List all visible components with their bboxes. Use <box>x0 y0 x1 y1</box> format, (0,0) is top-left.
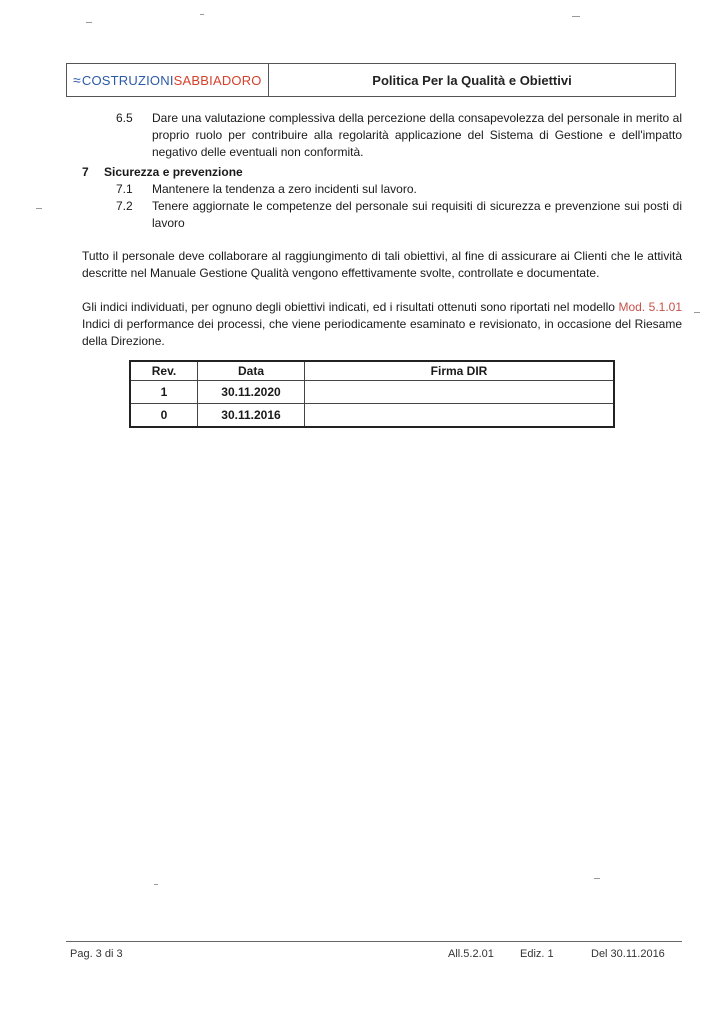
cell-rev: 0 <box>130 404 198 428</box>
column-header-rev: Rev. <box>130 361 198 381</box>
scan-speck <box>154 884 158 885</box>
section-title: Sicurezza e prevenzione <box>104 165 243 179</box>
scan-speck <box>200 14 204 15</box>
scan-speck <box>594 878 600 879</box>
cell-rev: 1 <box>130 381 198 404</box>
item-number: 7.2 <box>116 199 133 213</box>
scan-speck <box>572 16 580 17</box>
waves-icon: ≈ <box>73 72 81 88</box>
list-item-7-1 <box>82 181 682 198</box>
paragraph-text: Gli indici individuati, per ognuno degli obiettivi indicati, ed i risultati ottenuti sono riportati nel modello <box>82 300 619 314</box>
item-number: 6.5 <box>116 111 133 125</box>
document-header <box>66 63 676 97</box>
document-title: Politica Per la Qualità e Obiettivi <box>372 72 572 88</box>
cell-firma <box>305 381 615 404</box>
item-text: Tenere aggiornate le competenze del personale sui requisiti di sicurezza e prevenzione sui posti di lavoro <box>152 199 682 230</box>
paragraph-text: Indici di performance dei processi, che viene periodicamente esaminato e revisionato, in occasione del Riesame della Direzione. <box>82 317 682 348</box>
paragraph-indices <box>82 299 682 350</box>
item-text: Dare una valutazione complessiva della percezione della consapevolezza del personale in merito al proprio ruolo per contribuire alla regolarità applicazione del Sistema di Gestione e dell'impatto negativo delle eventuali non conformità. <box>152 111 682 159</box>
list-item-6-5 <box>82 110 682 161</box>
cell-firma <box>305 404 615 428</box>
scan-speck <box>36 208 42 209</box>
revisions-table <box>129 360 615 428</box>
cell-data: 30.11.2016 <box>198 404 305 428</box>
item-text: Mantenere la tendenza a zero incidenti sul lavoro. <box>152 182 417 196</box>
logo-text-part2: SABBIADORO <box>173 72 262 88</box>
column-header-data: Data <box>198 361 305 381</box>
item-number: 7.1 <box>116 182 133 196</box>
paragraph-collaboration: Tutto il personale deve collaborare al raggiungimento di tali obiettivi, al fine di assicurare ai Clienti che le attività descritte nel Manuale Gestione Qualità vengono effettivamente svolte, controllate e documentate. <box>82 249 682 280</box>
logo-text-part1: COSTRUZIONI <box>81 72 174 88</box>
document-code: All.5.2.01 <box>448 948 494 960</box>
footer-divider <box>66 941 682 942</box>
column-header-firma: Firma DIR <box>305 361 615 381</box>
page-number: Pag. 3 di 3 <box>70 948 123 960</box>
scan-speck <box>86 22 92 23</box>
objectives-list <box>82 110 682 232</box>
model-reference: Mod. 5.1.01 <box>618 300 683 314</box>
table-row <box>130 404 614 428</box>
cell-data: 30.11.2020 <box>198 381 305 404</box>
table-header-row <box>130 361 614 381</box>
section-heading-7 <box>82 164 682 181</box>
scan-speck <box>694 312 700 313</box>
section-number: 7 <box>82 165 89 179</box>
list-item-7-2 <box>82 198 682 232</box>
company-logo <box>67 64 269 96</box>
table-row <box>130 381 614 404</box>
edition-number: Ediz. 1 <box>520 948 554 960</box>
edition-date: Del 30.11.2016 <box>591 948 665 960</box>
